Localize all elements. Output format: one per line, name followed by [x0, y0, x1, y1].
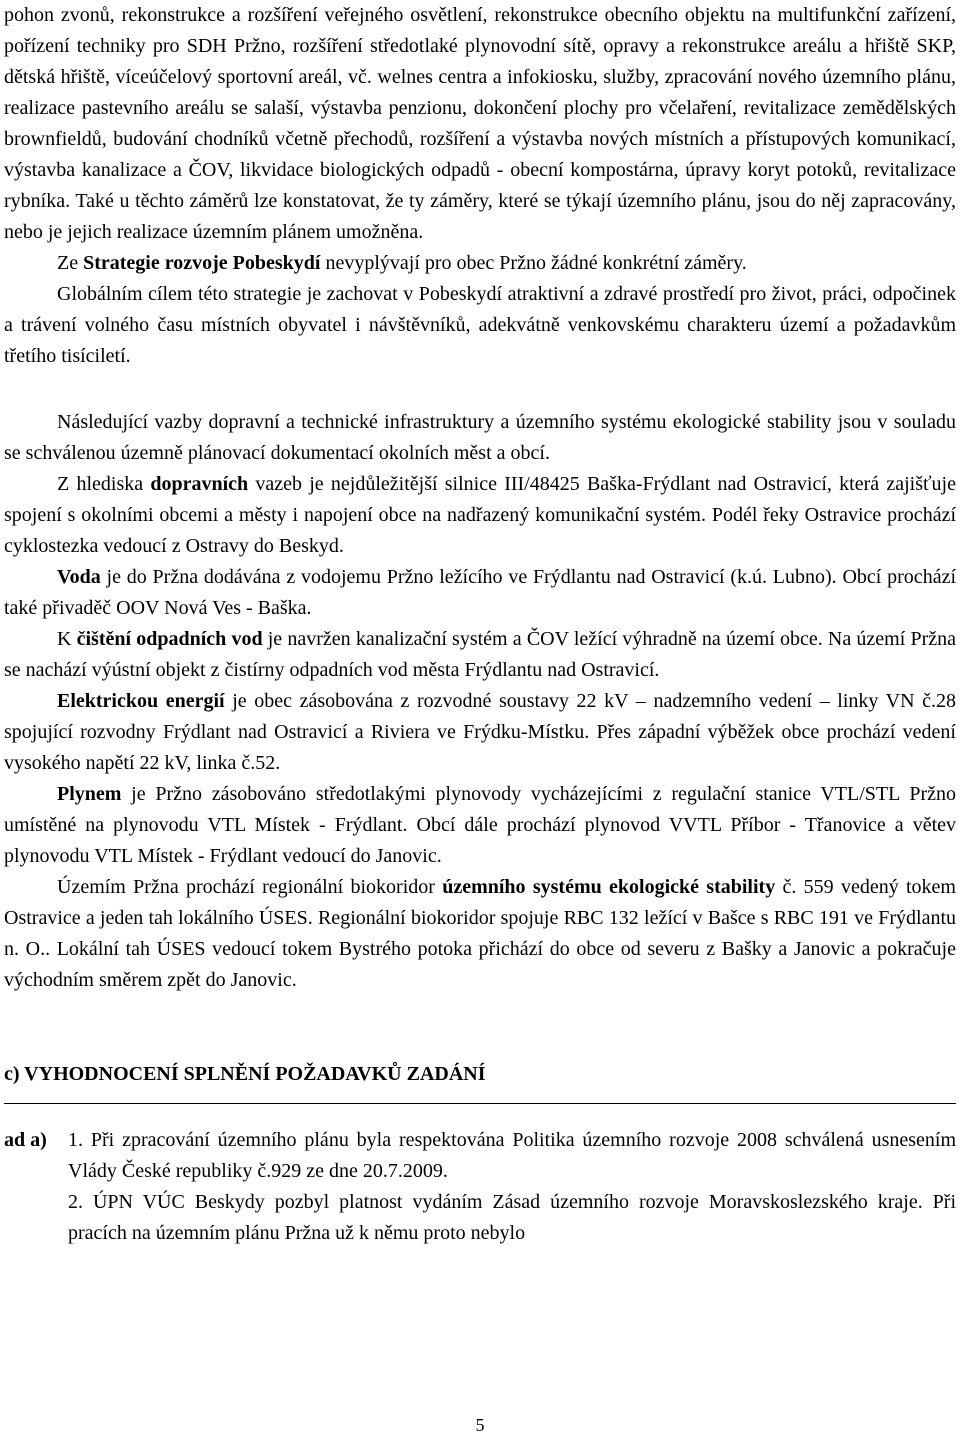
wastewater-pre: K [57, 628, 77, 650]
paragraph-water [4, 562, 956, 624]
document-page [4, 0, 956, 1249]
transport-post: vazeb je nejdůležitější silnice III/48425 Baška-Frýdlant nad Ostravicí, která zajišťuje spojení s okolními obcemi a městy i napojení obce na nadřazený komunikační systém. Podél řeky Ostravice prochází cyklostezka vedoucí z Ostravy do Beskyd. [4, 473, 956, 557]
ad-a-block [4, 1125, 956, 1249]
strategy-post: nevyplývají pro obec Pržno žádné konkrétní záměry. [320, 252, 747, 274]
paragraph-transport [4, 469, 956, 562]
uses-post: č. 559 vedený tokem Ostravice a jeden tah lokálního ÚSES. Regionální biokoridor spojuje RBC 132 ležící v Bašce s RBC 191 ve Frýdlantu n. O.. Lokální tah ÚSES vedoucí tokem Bystrého potoka přichází do obce od severu z Bašky a Janovic a pokračuje východním směrem zpět do Janovic. [4, 876, 956, 991]
ad-a-label: ad a) [4, 1129, 47, 1151]
water-post: je do Pržna dodávána z vodojemu Pržno ležícího ve Frýdlantu nad Ostravicí (k.ú. Lubno). Obcí prochází také přivaděč OOV Nová Ves - Baška. [4, 566, 956, 619]
uses-bold: územního systému ekologické stability [442, 876, 776, 898]
wastewater-post: je navržen kanalizační systém a ČOV ležící výhradně na území obce. Na území Pržna se nachází výústní objekt z čistírny odpadních vod města Frýdlantu nad Ostravicí. [4, 628, 956, 681]
uses-pre: Územím Pržna prochází regionální biokoridor [57, 876, 443, 898]
paragraph-uses [4, 872, 956, 996]
paragraph-wastewater [4, 624, 956, 686]
paragraph-strategy-pobeskydi [4, 248, 956, 279]
page-number: 5 [475, 1415, 485, 1435]
paragraph-infrastructure-links: Následující vazby dopravní a technické infrastruktury a územního systému ekologické stability jsou v souladu se schválenou územně plánovací dokumentací okolních měst a obcí. [4, 411, 956, 464]
section-heading: c) VYHODNOCENÍ SPLNĚNÍ POŽADAVKŮ ZADÁNÍ [4, 1063, 486, 1085]
water-bold: Voda [57, 566, 101, 588]
strategy-pre: Ze [57, 252, 84, 274]
transport-pre: Z hlediska [57, 473, 151, 495]
paragraph-global-goal: Globálním cílem této strategie je zachovat v Pobeskydí atraktivní a zdravé prostředí pro život, práci, odpočinek a trávení volného času místních obyvatel i návštěvníků, adekvátně venkovskému charakteru území a požadavkům třetího tisíciletí. [4, 283, 956, 367]
paragraph-electricity [4, 686, 956, 779]
transport-bold: dopravních [150, 473, 249, 495]
gas-bold: Plynem [57, 783, 122, 805]
ad-a-item-2: 2. ÚPN VÚC Beskydy pozbyl platnost vydáním Zásad územního rozvoje Moravskoslezského kraje. Při pracích na územním plánu Pržna už k němu proto nebylo [68, 1191, 956, 1244]
strategy-title: Strategie rozvoje Pobeskydí [83, 252, 321, 274]
ad-a-body [68, 1125, 956, 1249]
ad-a-item-1: 1. Při zpracování územního plánu byla respektována Politika územního rozvoje 2008 schválená usnesením Vlády České republiky č.929 ze dne 20.7.2009. [68, 1129, 956, 1182]
paragraph-projects-list: pohon zvonů, rekonstrukce a rozšíření veřejného osvětlení, rekonstrukce obecního objektu na multifunkční zařízení, pořízení techniky pro SDH Pržno, rozšíření středotlaké plynovodní sítě, opravy a rekonstrukce areálu a hřiště SKP, dětská hřiště, víceúčelový sportovní areál, vč. welnes centra a infokiosku, služby, zpracování nového územního plánu, realizace pastevního areálu se salaší, výstavba penzionu, dokončení plochy pro včelaření, revitalizace zemědělských brownfieldů, budování chodníků včetně přechodů, rozšíření a výstavba nových místních a přístupových komunikací, výstavba kanalizace a ČOV, likvidace biologických odpadů - obecní kompostárna, úpravy koryt potoků, revitalizace rybníka. Také u těchto záměrů lze konstatovat, že ty záměry, které se týkají územního plánu, jsou do něj zapracovány, nebo je jejich realizace územním plánem umožněna. [4, 4, 956, 243]
paragraph-gas [4, 779, 956, 872]
electricity-bold: Elektrickou energií [57, 690, 225, 712]
section-divider [4, 1103, 956, 1104]
electricity-post: je obec zásobována z rozvodné soustavy 22 kV – nadzemního vedení – linky VN č.28 spojující rozvodny Frýdlant nad Ostravicí a Riviera ve Frýdku-Místku. Přes západní výběžek obce prochází vedení vysokého napětí 22 kV, linka č.52. [4, 690, 957, 774]
gas-post: je Pržno zásobováno středotlakými plynovody vycházejícími z regulační stanice VTL/STL Pržno umístěné na plynovodu VTL Místek - Frýdlant. Obcí dále prochází plynovod VVTL Příbor - Třanovice a větev plynovodu VTL Místek - Frýdlant vedoucí do Janovic. [4, 783, 956, 867]
wastewater-bold: čištění odpadních vod [76, 628, 263, 650]
